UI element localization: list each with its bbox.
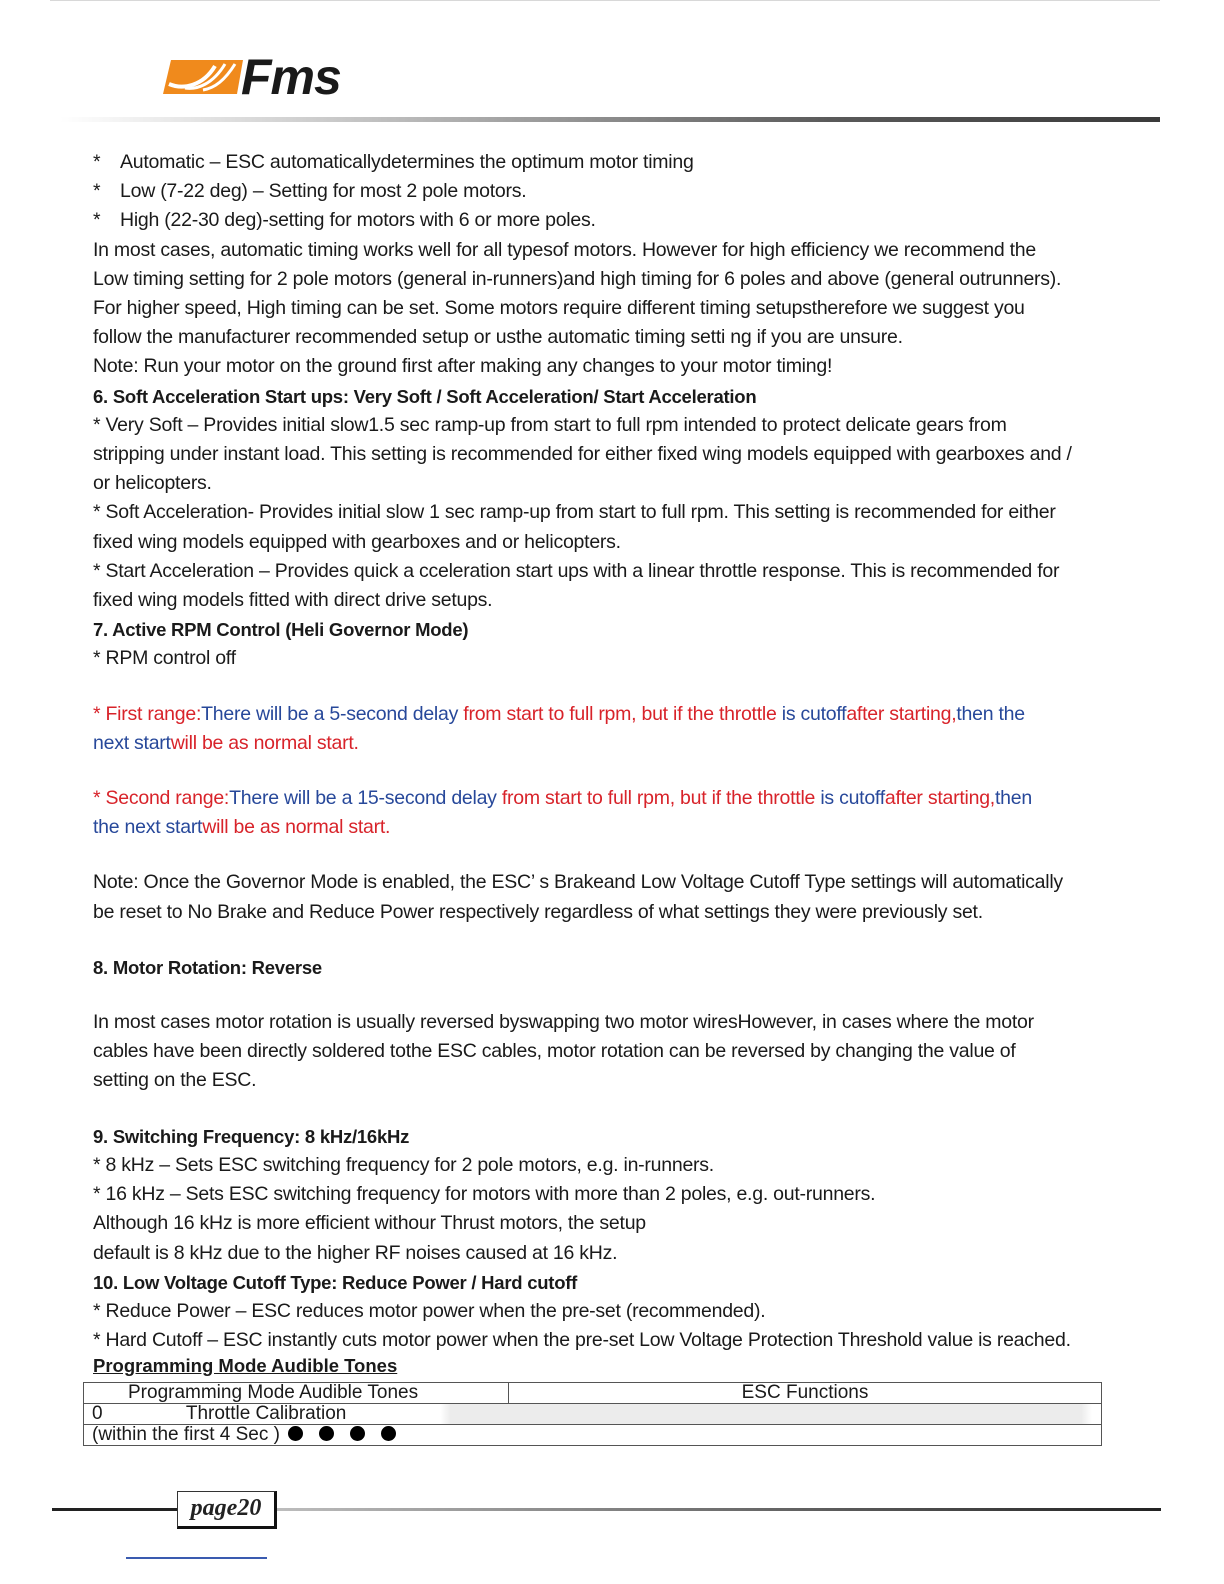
line-text: * Very Soft – Provides initial slow1.5 sec ramp-up from start to full rpm intended to protect delicate gears from xyxy=(93,413,1007,436)
line-text: 8. Motor Rotation: Reverse xyxy=(93,956,322,978)
colored-text-run: * First range: xyxy=(93,702,202,725)
paragraph-gap xyxy=(93,1096,1123,1122)
line-text: 6. Soft Acceleration Start ups: Very Soft / Soft Acceleration/ Start Acceleration xyxy=(93,385,757,407)
text-line xyxy=(93,469,1123,498)
text-line xyxy=(93,1066,1123,1095)
bullet-marker: * xyxy=(93,209,101,232)
text-line xyxy=(93,236,1123,265)
table-row xyxy=(84,1425,1102,1446)
colored-text-run: from start to full rpm, but if the throttle xyxy=(463,702,782,725)
line-text: Low (7-22 deg) – Setting for most 2 pole motors. xyxy=(120,180,527,203)
colored-text-run: will be as normal start. xyxy=(170,731,359,754)
tone-dot-icon xyxy=(350,1426,365,1441)
line-text: setting on the ESC. xyxy=(93,1069,257,1092)
throttle-calibration-label: Throttle Calibration xyxy=(185,1403,347,1424)
line-text: cables have been directly soldered tothe ESC cables, motor rotation can be reversed by changing the value of xyxy=(93,1040,1016,1063)
colored-text-run: next start xyxy=(93,731,171,754)
line-text: or helicopters. xyxy=(93,472,212,495)
text-line xyxy=(93,784,1123,813)
paragraph-gap xyxy=(93,927,1123,953)
colored-text-run: There will be a 15-second delay xyxy=(229,787,502,810)
text-line xyxy=(93,206,1123,235)
section-heading xyxy=(93,1268,1123,1297)
colored-text-run: then the xyxy=(956,702,1025,725)
text-line xyxy=(93,1008,1123,1037)
line-text: Low timing setting for 2 pole motors (general in-runners)and high timing for 6 poles and above (general outrunners). xyxy=(93,267,1062,290)
text-line xyxy=(93,1037,1123,1066)
bullet-marker: * xyxy=(93,180,101,203)
line-text: Automatic – ESC automaticallydetermines the optimum motor timing xyxy=(120,151,694,173)
line-text: * Hard Cutoff – ESC instantly cuts motor power when the pre-set Low Voltage Protection Threshold value is reached. xyxy=(93,1329,1071,1352)
footer-rule xyxy=(52,1508,180,1511)
page-number: page20 xyxy=(177,1491,277,1529)
colored-text-run: There will be a 5-second delay xyxy=(201,702,464,725)
line-text: * 16 kHz – Sets ESC switching frequency for motors with more than 2 poles, e.g. out-runners. xyxy=(93,1183,876,1206)
line-text: default is 8 kHz due to the higher RF noises caused at 16 kHz. xyxy=(93,1241,618,1264)
logo-text: Fms xyxy=(241,49,341,105)
footer-rule xyxy=(275,1508,1161,1511)
header-rule xyxy=(60,117,1160,122)
text-line xyxy=(93,557,1123,586)
line-text: fixed wing models fitted with direct drive setups. xyxy=(93,589,493,612)
line-text: Note: Once the Governor Mode is enabled, the ESC’ s Brakeand Low Voltage Cutoff Type settings will automatically xyxy=(93,871,1063,894)
text-line xyxy=(93,644,1123,673)
line-text: * Start Acceleration – Provides quick a cceleration start ups with a linear throttle response. This is recommended for xyxy=(93,559,1060,582)
line-text: 10. Low Voltage Cutoff Type: Reduce Power / Hard cutoff xyxy=(93,1271,578,1293)
line-text: * Soft Acceleration- Provides initial slow 1 sec ramp-up from start to full rpm. This setting is recommended for either xyxy=(93,501,1056,524)
line-text: In most cases, automatic timing works well for all typesof motors. However for high efficiency we recommend the xyxy=(93,238,1036,261)
text-line xyxy=(93,868,1123,897)
text-line xyxy=(93,411,1123,440)
text-line xyxy=(93,294,1123,323)
bullet-marker: * xyxy=(93,151,101,173)
text-line xyxy=(93,323,1123,352)
line-text: * Reduce Power – ESC reduces motor power when the pre-set (recommended). xyxy=(93,1299,766,1322)
text-line xyxy=(93,498,1123,527)
line-text: Although 16 kHz is more efficient withour Thrust motors, the setup xyxy=(93,1212,646,1235)
text-line xyxy=(93,729,1123,758)
paragraph-gap xyxy=(93,982,1123,1008)
text-line xyxy=(93,700,1123,729)
colored-text-run: is cutoff xyxy=(820,787,885,810)
line-text: be reset to No Brake and Reduce Power respectively regardless of what settings they were previously set. xyxy=(93,900,983,923)
tone-dot-icon xyxy=(319,1426,334,1441)
text-line xyxy=(93,1239,1123,1268)
section-heading xyxy=(93,382,1123,411)
programming-section-title: Programming Mode Audible Tones xyxy=(93,1355,398,1376)
colored-text-run: is cutoff xyxy=(781,702,847,725)
tone-dots xyxy=(280,1424,404,1445)
line-text: For higher speed, High timing can be set. Some motors require different timing setupstherefore we suggest you xyxy=(93,297,1025,320)
line-text: In most cases motor rotation is usually reversed byswapping two motor wiresHowever, in cases where the motor xyxy=(93,1011,1034,1034)
line-text: * RPM control off xyxy=(93,647,236,670)
text-line xyxy=(93,1180,1123,1209)
line-text: 7. Active RPM Control (Heli Governor Mode) xyxy=(93,619,469,641)
colored-text-run: then xyxy=(994,787,1032,810)
line-text: 9. Switching Frequency: 8 kHz/16kHz xyxy=(93,1125,410,1147)
colored-text-run: after starting, xyxy=(884,787,995,810)
text-line xyxy=(93,586,1123,615)
timing-label: (within the first 4 Sec ) xyxy=(92,1424,280,1445)
row-number: 0 xyxy=(92,1403,103,1424)
text-line xyxy=(93,1297,1123,1326)
section-heading xyxy=(93,953,1123,982)
fms-logo xyxy=(163,49,341,105)
table-header-tones: Programming Mode Audible Tones xyxy=(84,1383,509,1404)
colored-text-run: will be as normal start. xyxy=(202,816,391,839)
text-line xyxy=(93,440,1123,469)
text-line xyxy=(93,148,1123,177)
section-heading xyxy=(93,1122,1123,1151)
document-body xyxy=(93,148,1123,1355)
text-line xyxy=(93,265,1123,294)
table-header-row xyxy=(84,1383,1102,1404)
table-cell xyxy=(84,1404,1102,1425)
paragraph-gap xyxy=(93,758,1123,784)
text-line xyxy=(93,528,1123,557)
tone-dot-icon xyxy=(381,1426,396,1441)
tone-dot-icon xyxy=(288,1426,303,1441)
colored-text-run: after starting, xyxy=(846,702,957,725)
bottom-link-underline xyxy=(126,1557,267,1559)
audible-tones-table xyxy=(83,1382,1102,1446)
table-header-functions: ESC Functions xyxy=(509,1383,1102,1404)
text-line xyxy=(93,813,1123,842)
colored-text-run: * Second range: xyxy=(93,787,230,810)
line-text: Note: Run your motor on the ground first after making any changes to your motor timing! xyxy=(93,355,833,378)
colored-text-run: the next start xyxy=(93,816,203,839)
line-text: High (22-30 deg)-setting for motors with 6 or more poles. xyxy=(120,209,596,232)
text-line xyxy=(93,898,1123,927)
line-text: fixed wing models equipped with gearboxes and or helicopters. xyxy=(93,530,621,553)
paragraph-gap xyxy=(93,674,1123,700)
table-cell xyxy=(84,1425,1102,1446)
line-text: * 8 kHz – Sets ESC switching frequency for 2 pole motors, e.g. in-runners. xyxy=(93,1153,714,1176)
paragraph-gap xyxy=(93,842,1123,868)
fms-swoosh-icon xyxy=(163,56,243,98)
text-line xyxy=(93,177,1123,206)
text-line xyxy=(93,352,1123,381)
text-line xyxy=(93,1326,1123,1355)
top-rule xyxy=(50,0,1160,1)
line-text: follow the manufacturer recommended setup or usthe automatic timing setti ng if you are unsure. xyxy=(93,326,903,349)
text-line xyxy=(93,1151,1123,1180)
table-row xyxy=(84,1404,1102,1425)
text-line xyxy=(93,1209,1123,1238)
section-heading xyxy=(93,615,1123,644)
line-text: stripping under instant load. This setting is recommended for either fixed wing models equipped with gearboxes and / xyxy=(93,443,1072,466)
colored-text-run: from start to full rpm, but if the throttle xyxy=(501,787,821,810)
